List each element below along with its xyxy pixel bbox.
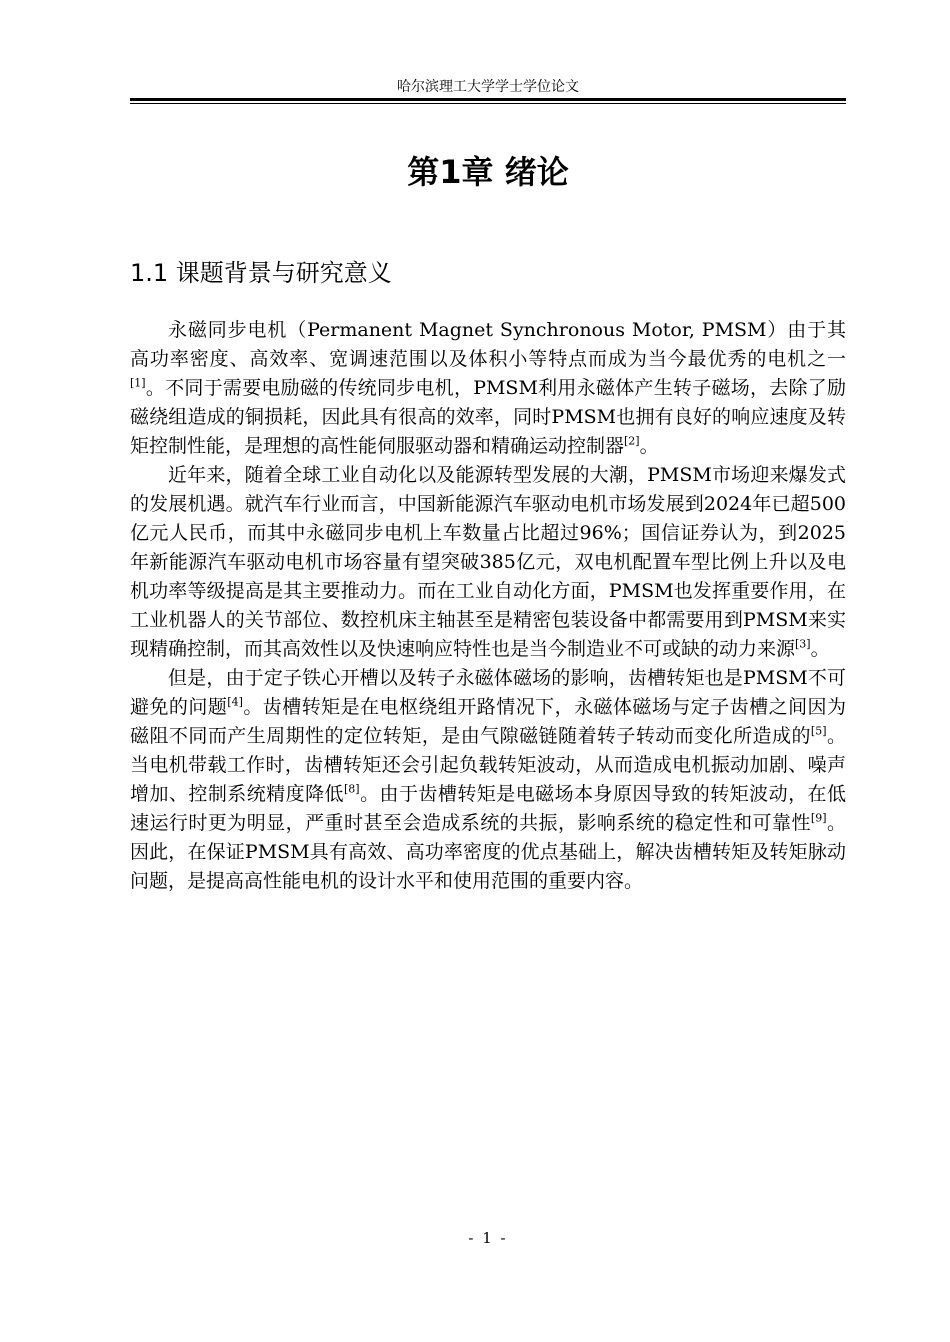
paragraph-2 [130,461,846,664]
citation-9: [9] [810,811,827,825]
paragraph-1-text-1: 永磁同步电机（Permanent Magnet Synchronous Motor, PMSM）由于其高功率密度、高效率、宽调速范围以及体积小等特点而成为当今最优秀的电机之一 [130,319,846,370]
paragraph-3-text-3: 。当电机带载工作时，齿槽转矩还会引起负载转矩波动，从而造成电机振动加剧、噪声增加、控制系统精度降低 [130,725,846,805]
paragraph-1-text-3: 。 [639,435,659,457]
citation-4: [4] [227,695,243,709]
header-rule-thin [130,103,846,104]
paragraph-3-text-5: 。因此，在保证PMSM具有高效、高功率密度的优点基础上，解决齿槽转矩及转矩脉动问题，是提高高性能电机的设计水平和使用范围的重要内容。 [130,812,846,892]
running-header: 哈尔滨理工大学学士学位论文 [397,79,579,95]
page-number: - 1 - [468,1229,508,1247]
paragraph-3-text-1: 但是，由于定子铁心开槽以及转子永磁体磁场的影响，齿槽转矩也是PMSM不可避免的问题 [130,667,846,718]
paragraph-3 [130,664,846,896]
chapter-title: 第1章 绪论 [407,153,569,191]
citation-5: [5] [810,724,827,738]
paragraph-2-text-1: 近年来，随着全球工业自动化以及能源转型发展的大潮，PMSM市场迎来爆发式的发展机遇。就汽车行业而言，中国新能源汽车驱动电机市场发展到2024年已超500亿元人民币，而其中永磁同步电机上车数量占比超过96%；国信证券认为，到2025年新能源汽车驱动电机市场容量有望突破385亿元，双电机配置车型比例上升以及电机功率等级提高是其主要推动力。而在工业自动化方面，PMSM也发挥重要作用，在工业机器人的关节部位、数控机床主轴甚至是精密包装设备中都需要用到PMSM来实现精确控制，而其高效性以及快速响应特性也是当今制造业不可或缺的动力来源 [130,464,846,660]
header-rule-thick [130,98,846,101]
body-text [130,316,846,896]
citation-3: [3] [795,637,811,651]
citation-1: [1] [130,376,146,390]
paragraph-2-text-2: 。 [810,638,830,660]
paragraph-1 [130,316,846,461]
paragraph-1-text-2: 。不同于需要电励磁的传统同步电机，PMSM利用永磁体产生转子磁场，去除了励磁绕组造成的铜损耗，因此具有很高的效率，同时PMSM也拥有良好的响应速度及转矩控制性能，是理想的高性能伺服驱动器和精确运动控制器 [130,377,846,457]
paragraph-3-text-2: 。齿槽转矩是在电枢绕组开路情况下，永磁体磁场与定子齿槽之间因为磁阻不同而产生周期性的定位转矩，是由气隙磁链随着转子转动而变化所造成的 [130,696,846,747]
citation-2: [2] [624,434,640,448]
section-title: 1.1 课题背景与研究意义 [130,259,392,287]
paragraph-3-text-4: 。由于齿槽转矩是电磁场本身原因导致的转矩波动，在低速运行时更为明显，严重时甚至会造成系统的共振，影响系统的稳定性和可靠性 [130,783,846,834]
citation-8: [8] [344,782,360,796]
